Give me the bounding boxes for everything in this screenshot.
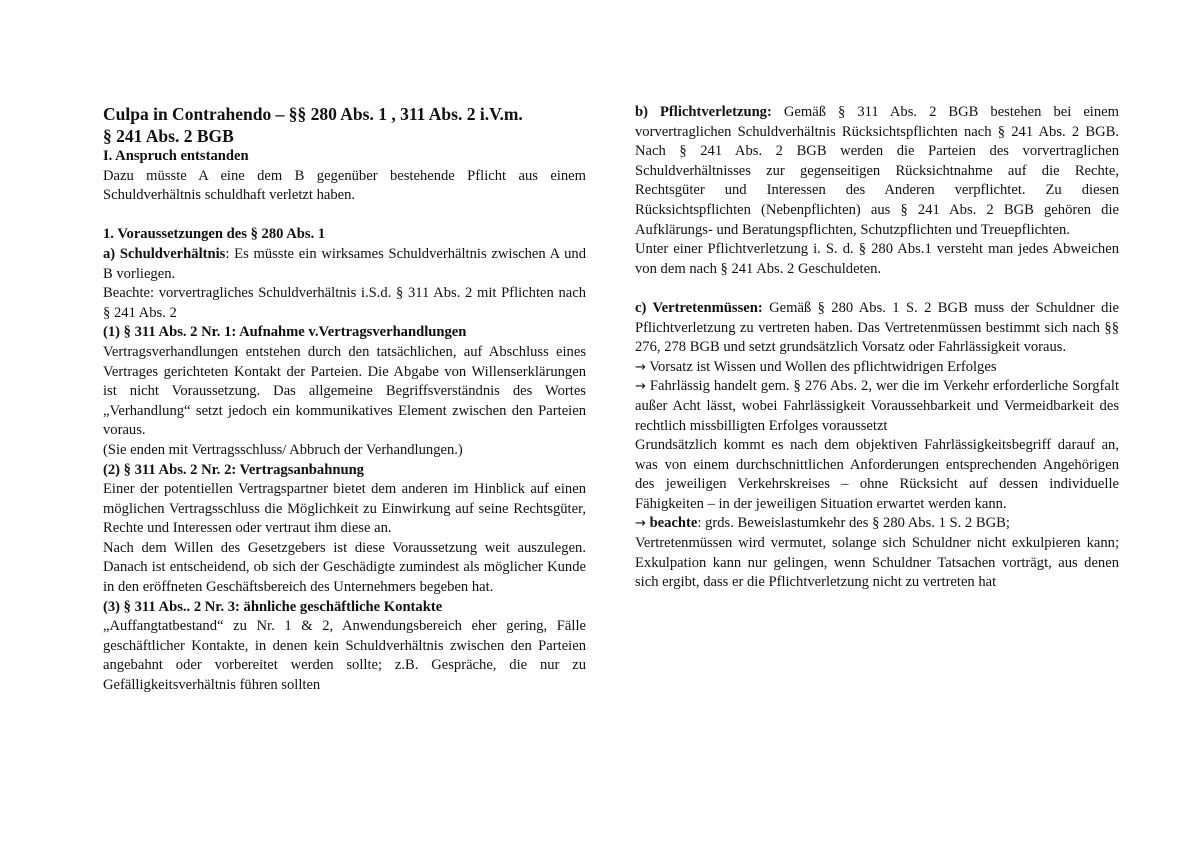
paragraph-exkulpation: Vertretenmüssen wird vermutet, solange sich Schuldner nicht exkulpieren kann; Exkulpation kann nur gelingen, wenn Schuldner Tatsachen vorträgt, aus denen sich ergibt, dass er die Pflichtverletzung nicht zu vertreten hat bbox=[635, 535, 1119, 591]
paragraph-beachte bbox=[635, 514, 1119, 534]
heading-nr3: (3) § 311 Abs.. 2 Nr. 3: ähnliche geschäftliche Kontakte bbox=[103, 598, 443, 615]
left-column bbox=[103, 103, 586, 696]
heading-anspruch: I. Anspruch entstanden bbox=[103, 148, 249, 164]
label-pflichtverletzung: b) Pflichtverletzung: bbox=[635, 104, 772, 120]
label-vertretenmuessen: c) Vertretenmüssen: bbox=[635, 299, 763, 316]
paragraph-pflichtverletzung bbox=[635, 103, 1119, 240]
heading-nr1: (1) § 311 Abs. 2 Nr. 1: Aufnahme v.Vertragsverhandlungen bbox=[103, 324, 467, 341]
arrow-right-icon: → bbox=[635, 359, 646, 375]
spacer bbox=[103, 206, 586, 226]
label-schuldverhaeltnis: a) Schuldverhältnis bbox=[103, 245, 226, 262]
spacer bbox=[635, 279, 1119, 299]
title-line-1: Culpa in Contrahendo – §§ 280 Abs. 1 , 311 Abs. 2 i.V.m. bbox=[103, 104, 523, 124]
right-column bbox=[635, 103, 1119, 593]
paragraph-pflichtverletzung-definition: Unter einer Pflichtverletzung i. S. d. § 280 Abs.1 versteht man jedes Abweichen von dem nach § 241 Abs. 2 Geschuldeten. bbox=[635, 241, 1119, 277]
paragraph-schuldverhaeltnis bbox=[103, 245, 586, 284]
paragraph-grundsaetzlich: Grundsätzlich kommt es nach dem objektiven Fahrlässigkeitsbegriff darauf an, was von einem durchschnittlichen Anforderungen entsprechenden Angehörigen des jeweiligen Verkehrskreises – ohne Rücksicht auf dessen individuelle Fähigkeiten – in der jeweiligen Situation erwartet werden kann. bbox=[635, 437, 1119, 512]
note-beachte: Beachte: vorvertragliches Schuldverhältnis i.S.d. § 311 Abs. 2 mit Pflichten nach § 241 Abs. 2 bbox=[103, 285, 586, 321]
text-beachte: : grds. Beweislastumkehr des § 280 Abs. 1 S. 2 BGB; bbox=[697, 515, 1010, 532]
text-vertretenmuessen: Gemäß § 280 Abs. 1 S. 2 BGB muss der Schuldner die Pflichtverletzung zu vertreten haben. Das Vertretenmüssen bestimmt sich nach §§ 276, 278 BGB und setzt grundsätzlich Vorsatz oder Fahrlässigkeit voraus. bbox=[635, 299, 1119, 356]
paragraph-vertretenmuessen bbox=[635, 299, 1119, 358]
heading-voraussetzungen: 1. Voraussetzungen des § 280 Abs. 1 bbox=[103, 226, 326, 243]
paragraph-nr2: Einer der potentiellen Vertragspartner bietet dem anderen im Hinblick auf einen möglichen Vertragsschluss die Möglichkeit zu Einwirkung auf seine Rechtsgüter, Rechte und Interessen oder vertraut ihm diese an. bbox=[103, 481, 586, 537]
paragraph-nr3: „Auffangtatbestand“ zu Nr. 1 & 2, Anwendungsbereich eher gering, Fälle geschäftlicher Kontakte, in denen kein Schuldverhältnis zwischen den Parteien angebahnt oder vorbereitet werden sollte; z.B. Gespräche, die nur zu Gefälligkeitsverhältnis führen sollten bbox=[103, 618, 586, 694]
text-schuldverhaeltnis: : Es müsste ein wirksames Schuldverhältnis zwischen A und B vorliegen. bbox=[103, 245, 587, 282]
paragraph-nr2-b: Nach dem Willen des Gesetzgebers ist diese Voraussetzung weit auszulegen. Danach ist entscheidend, ob sich der Geschädigte zumindest als möglicher Kunde in den eröffneten Geschäftsbereich des Unternehmers begeben hat. bbox=[103, 539, 586, 596]
title-line-2: § 241 Abs. 2 BGB bbox=[103, 126, 234, 146]
text-pflichtverletzung: Gemäß § 311 Abs. 2 BGB bestehen bei einem vorvertraglichen Schuldverhältnis Rücksichtspflichten nach § 241 Abs. 2 BGB. Nach § 241 Abs. 2 BGB werden die Parteien des vorvertraglichen Schuldverhältnisses zur gegenseitigen Rücksichtnahme auf die Rechte, Rechtsgüter und Interessen des Anderen verpflichtet. Zu diesen Rücksichtspflichten (Nebenpflichten) aus § 241 Abs. 2 BGB gehören die Aufklärungs- und Beratungspflichten, Schutzpflichten und Treuepflichten. bbox=[635, 104, 1119, 238]
intro-paragraph: Dazu müsste A eine dem B gegenüber bestehende Pflicht aus einem Schuldverhältnis schuldhaft verletzt haben. bbox=[103, 167, 586, 204]
text-vorsatz: Vorsatz ist Wissen und Wollen des pflichtwidrigen Erfolges bbox=[645, 358, 997, 375]
heading-nr2: (2) § 311 Abs. 2 Nr. 2: Vertragsanbahnung bbox=[103, 461, 364, 478]
label-beachte: beachte bbox=[649, 515, 698, 532]
note-nr1: (Sie enden mit Vertragsschluss/ Abbruch der Verhandlungen.) bbox=[103, 441, 463, 458]
paragraph-fahrlaessigkeit bbox=[635, 377, 1119, 436]
arrow-right-icon: → bbox=[635, 379, 646, 395]
text-fahrlaessigkeit: Fahrlässig handelt gem. § 276 Abs. 2, wer die im Verkehr erforderliche Sorgfalt außer Acht lässt, wobei Fahrlässigkeit Voraussehbarkeit und Vermeidbarkeit des rechtlich missbilligten Erfolges voraussetzt bbox=[635, 378, 1119, 434]
document-title bbox=[103, 103, 586, 147]
arrow-right-icon: → bbox=[635, 516, 646, 532]
paragraph-vorsatz bbox=[635, 358, 1119, 378]
paragraph-nr1: Vertragsverhandlungen entstehen durch den tatsächlichen, auf Abschluss eines Vertrages gerichteten Kontakt der Parteien. Die Abgabe von Willenserklärungen ist nicht Voraussetzung. Das allgemeine Begriffsverständnis des Wortes „Verhandlung“ setzt jedoch ein kommunikatives Element zwischen den Parteien voraus. bbox=[103, 343, 586, 439]
